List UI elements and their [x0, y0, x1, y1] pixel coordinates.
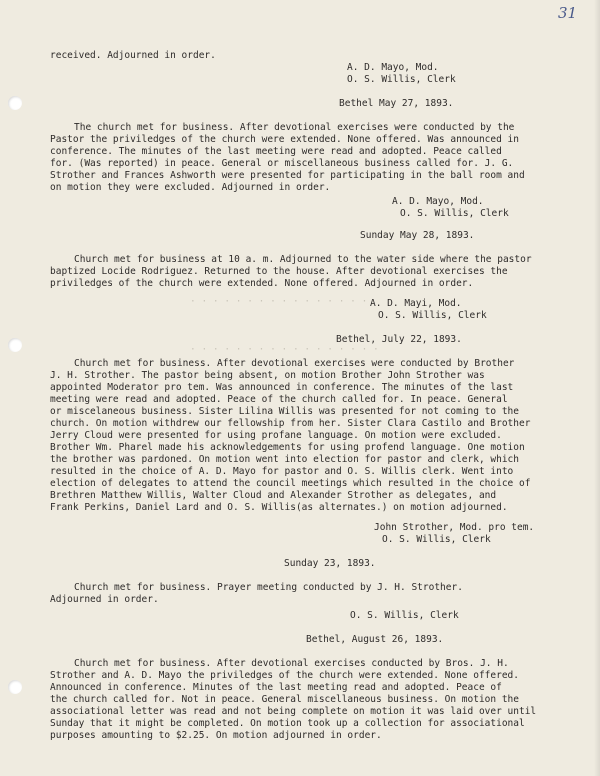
- text-line: Announced in conference. Minutes of the last meeting read and adopted. Peace of: [50, 682, 502, 693]
- text-line: Brethren Matthew Willis, Walter Cloud and Alexander Strother as delegates, and: [50, 490, 497, 501]
- signature-line: O. S. Willis, Clerk: [350, 610, 459, 621]
- text-line: appointed Moderator pro tem. Was announced in conference. The minutes of the last: [50, 382, 514, 393]
- binder-hole: [8, 338, 22, 352]
- text-line: Sunday that it might be completed. On motion took up a collection for associational: [50, 718, 525, 729]
- signature-line: O. S. Willis, Clerk: [378, 310, 487, 321]
- text-line: Church met for business. Prayer meeting conducted by J. H. Strother.: [74, 582, 463, 593]
- bleed-through-text: · · · · · · · · · · · · · · · ·: [190, 296, 368, 307]
- text-line: resulted in the choice of A. D. Mayo for pastor and O. S. Willis clerk. Went into: [50, 466, 514, 477]
- text-line: Jerry Cloud were presented for using profane language. On motion were excluded.: [50, 430, 502, 441]
- text-line: Church met for business. After devotional exercises were conducted by Brother: [74, 358, 515, 369]
- signature-line: A. D. Mayo, Mod.: [392, 196, 484, 207]
- text-line: Church met for business at 10 a. m. Adjourned to the water side where the pastor: [74, 254, 532, 265]
- bleed-through-text: · · · · · · · · · · · · · · · · ·: [190, 344, 379, 355]
- signature-line: A. D. Mayi, Mod.: [370, 298, 462, 309]
- text-line: associational letter was read and not being complete on motion it was laid over until: [50, 706, 537, 717]
- signature-line: O. S. Willis, Clerk: [382, 534, 491, 545]
- text-line: received. Adjourned in order.: [50, 50, 216, 61]
- text-line: church. On motion withdrew our fellowship from her. Sister Clara Castilo and Brother: [50, 418, 531, 429]
- text-line: the church called for. Not in peace. General miscellaneous business. On motion the: [50, 694, 519, 705]
- signature-line: John Strother, Mod. pro tem.: [374, 522, 535, 533]
- text-line: J. H. Strother. The pastor being absent, on motion Brother John Strother was: [50, 370, 485, 381]
- text-line: Pastor the priviledges of the church were extended. None offered. Was announced in: [50, 134, 519, 145]
- text-line: Strother and Frances Ashworth were presented for participating in the ball room and: [50, 170, 525, 181]
- page-edge: [594, 0, 600, 776]
- signature-line: O. S. Willis, Clerk: [347, 74, 456, 85]
- signature-line: O. S. Willis, Clerk: [400, 208, 509, 219]
- text-line: or miscelaneous business. Sister Lilina Willis was presented for not coming to the: [50, 406, 519, 417]
- text-line: Frank Perkins, Daniel Lard and O. S. Willis(as alternates.) on motion adjourned.: [50, 502, 508, 513]
- text-line: baptized Locide Rodriguez. Returned to the house. After devotional exercises the: [50, 266, 508, 277]
- signature-line: A. D. Mayo, Mod.: [347, 62, 439, 73]
- text-line: election of delegates to attend the council meetings which resulted in the choice of: [50, 478, 531, 489]
- binder-hole: [8, 680, 22, 694]
- text-line: conference. The minutes of the last meeting were read and adopted. Peace called: [50, 146, 502, 157]
- text-line: priviledges of the church were extended. None offered. Adjourned in order.: [50, 278, 474, 289]
- text-line: Church met for business. After devotional exercises conducted by Bros. J. H.: [74, 658, 509, 669]
- text-line: the brother was pardoned. On motion went into election for pastor and clerk, which: [50, 454, 519, 465]
- entry-date: Bethel, August 26, 1893.: [306, 634, 444, 645]
- entry-date: Sunday 23, 1893.: [284, 558, 376, 569]
- binder-hole: [8, 96, 22, 110]
- text-line: The church met for business. After devotional exercises were conducted by the: [74, 122, 515, 133]
- text-line: purposes amounting to $2.25. On motion adjourned in order.: [50, 730, 382, 741]
- page-number: 31: [558, 4, 578, 22]
- text-line: meeting were read and adopted. Peace of the church called for. In peace. General: [50, 394, 508, 405]
- entry-date: Sunday May 28, 1893.: [360, 230, 475, 241]
- text-line: Adjourned in order.: [50, 594, 159, 605]
- text-line: for. (Was reported) in peace. General or miscellaneous business called for. J. G.: [50, 158, 514, 169]
- entry-date: Bethel May 27, 1893.: [339, 98, 454, 109]
- entry-date: Bethel, July 22, 1893.: [336, 334, 462, 345]
- text-line: on motion they were excluded. Adjourned in order.: [50, 182, 331, 193]
- text-line: Brother Wm. Pharel made his acknowledgements for using profend language. One motion: [50, 442, 525, 453]
- text-line: Strother and A. D. Mayo the priviledges of the church were extended. None offered.: [50, 670, 519, 681]
